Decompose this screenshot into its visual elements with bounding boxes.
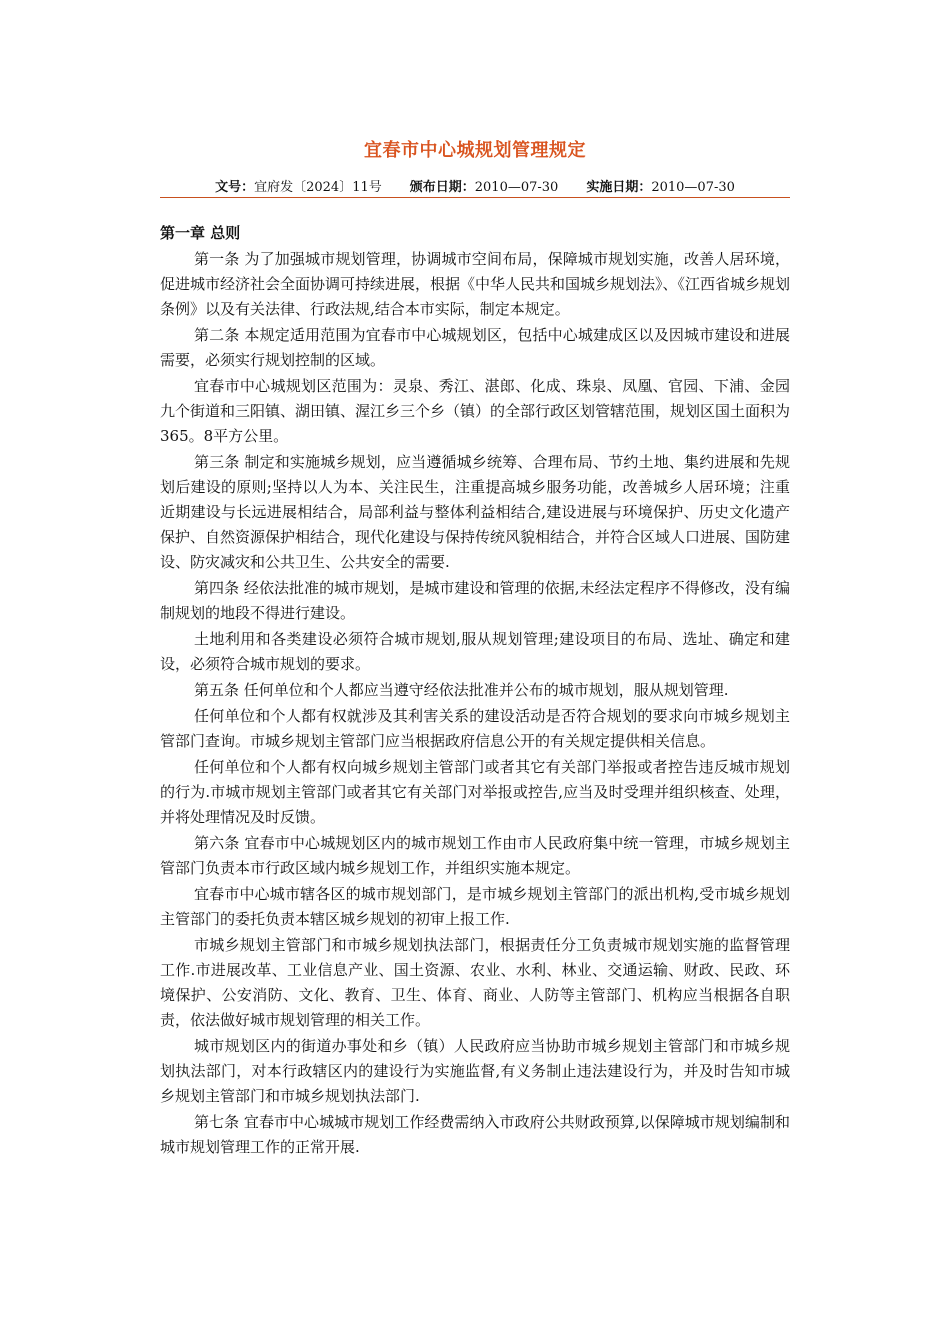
paragraph: 第七条 宜春市中心城城市规划工作经费需纳入市政府公共财政预算,以保障城市规划编制和城市规划管理工作的正常开展. <box>160 1113 790 1156</box>
header-divider <box>160 197 790 198</box>
document-body <box>160 221 790 1161</box>
paragraph: 宜春市中心城市辖各区的城市规划部门，是市城乡规划主管部门的派出机构,受市城乡规划主管部门的委托负责本辖区城乡规划的初审上报工作. <box>160 885 790 928</box>
document-meta <box>160 176 790 195</box>
paragraph: 市城乡规划主管部门和市城乡规划执法部门，根据责任分工负责城市规划实施的监督管理工作.市进展改革、工业信息产业、国土资源、农业、水利、林业、交通运输、财政、民政、环境保护、公安消防、文化、教育、卫生、体育、商业、人防等主管部门、机构应当根据各自职责，依法做好城市规划管理的相关工作。 <box>160 936 790 1029</box>
issue-date-value: 2010—07-30 <box>474 180 559 195</box>
effective-date-value: 2010—07-30 <box>651 180 735 195</box>
paragraph: 第三条 制定和实施城乡规划，应当遵循城乡统筹、合理布局、节约土地、集约进展和先规划后建设的原则;坚持以人为本、关注民生，注重提高城乡服务功能，改善城乡人居环境；注重近期建设与长远进展相结合，局部利益与整体利益相结合,建设进展与环境保护、历史文化遗产保护、自然资源保护相结合，现代化建设与保持传统风貌相结合，并符合区域人口进展、国防建设、防灾减灾和公共卫生、公共安全的需要. <box>160 453 791 571</box>
paragraph: 第二条 本规定适用范围为宜春市中心城规划区，包括中心城建成区以及因城市建设和进展需要，必须实行规划控制的区域。 <box>160 326 790 369</box>
paragraph: 任何单位和个人都有权向城乡规划主管部门或者其它有关部门举报或者控告违反城市规划的行为.市城市规划主管部门或者其它有关部门对举报或控告,应当及时受理并组织核查、处理，并将处理情况及时反馈。 <box>160 758 790 826</box>
paragraph: 第一条 为了加强城市规划管理，协调城市空间布局，保障城市规划实施，改善人居环境，促进城市经济社会全面协调可持续进展，根据《中华人民共和国城乡规划法》、《江西省城乡规划条例》以及有关法律、行政法规,结合本市实际，制定本规定。 <box>160 250 791 318</box>
chapter-heading: 第一章 总则 <box>160 224 241 242</box>
doc-number-value: 宜府发〔2024〕11号 <box>254 180 382 195</box>
paragraph: 第四条 经依法批准的城市规划，是城市建设和管理的依据,未经法定程序不得修改，没有编制规划的地段不得进行建设。 <box>160 579 790 622</box>
paragraph: 土地利用和各类建设必须符合城市规划,服从规划管理;建设项目的布局、选址、确定和建设，必须符合城市规划的要求。 <box>160 630 790 673</box>
issue-date-label: 颁布日期： <box>409 180 475 195</box>
paragraph: 第五条 任何单位和个人都应当遵守经依法批准并公布的城市规划，服从规划管理. <box>194 681 729 699</box>
paragraph: 城市规划区内的街道办事处和乡（镇）人民政府应当协助市城乡规划主管部门和市城乡规划执法部门，对本行政辖区内的建设行为实施监督,有义务制止违法建设行为，并及时告知市城乡规划主管部门和市城乡规划执法部门. <box>160 1037 790 1105</box>
doc-number-label: 文号： <box>215 180 255 195</box>
document-title: 宜春市中心城规划管理规定 <box>364 140 586 161</box>
paragraph: 任何单位和个人都有权就涉及其利害关系的建设活动是否符合规划的要求向市城乡规划主管部门查询。市城乡规划主管部门应当根据政府信息公开的有关规定提供相关信息。 <box>160 707 790 750</box>
paragraph: 宜春市中心城规划区范围为：灵泉、秀江、湛郎、化成、珠泉、凤凰、官园、下浦、金园九个街道和三阳镇、湖田镇、渥江乡三个乡（镇）的全部行政区划管辖范围，规划区国土面积为365。8平方公里。 <box>160 377 791 445</box>
effective-date-label: 实施日期： <box>586 180 652 195</box>
paragraph: 第六条 宜春市中心城规划区内的城市规划工作由市人民政府集中统一管理，市城乡规划主管部门负责本市行政区域内城乡规划工作，并组织实施本规定。 <box>160 834 790 877</box>
